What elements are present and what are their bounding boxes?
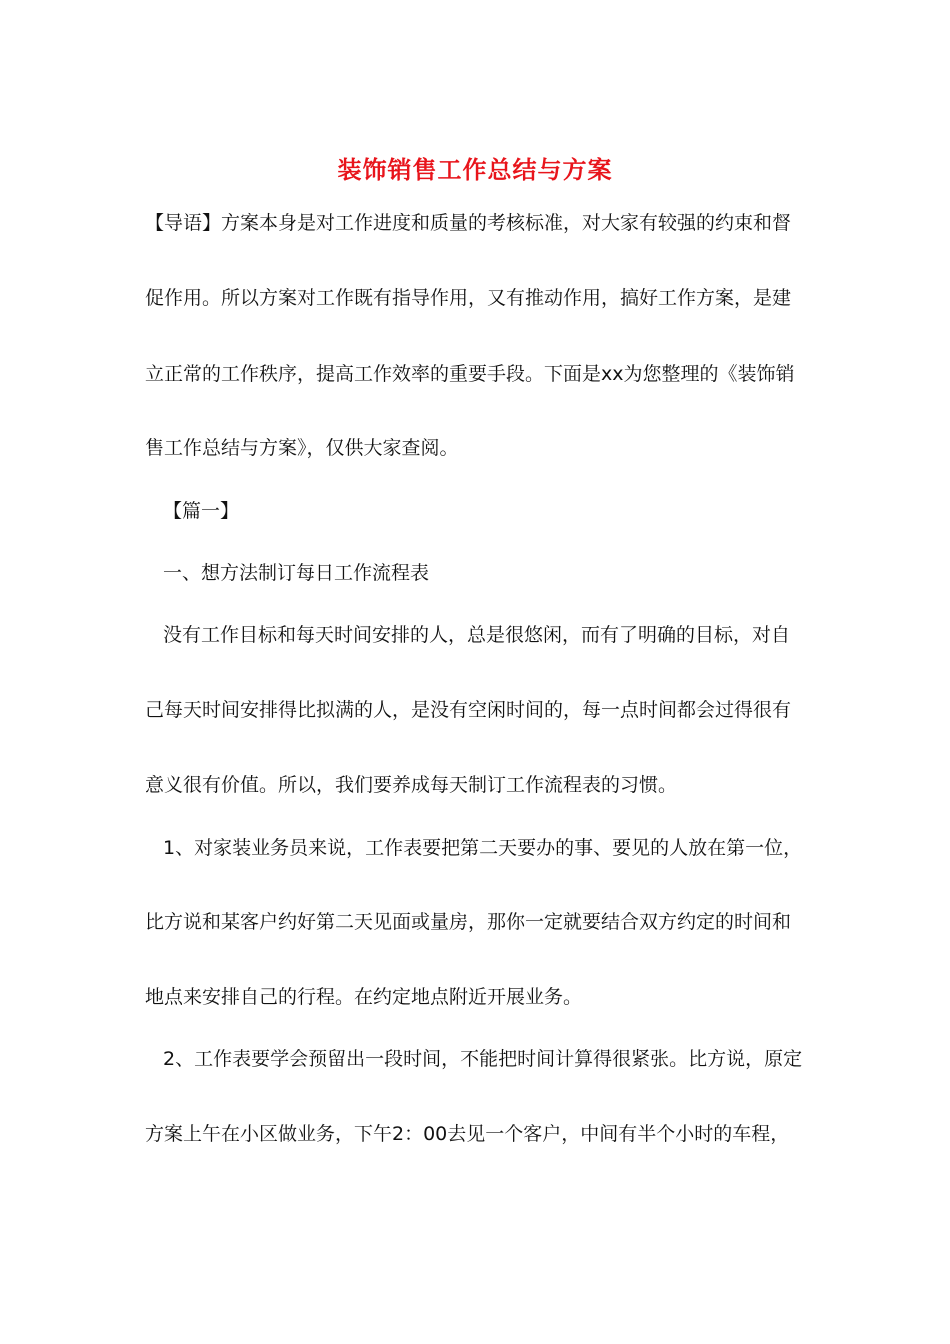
intro-line-1: 【导语】方案本身是对工作进度和质量的考核标准，对大家有较强的约束和督 bbox=[145, 212, 792, 234]
paragraph-line: 意义很有价值。所以，我们要养成每天制订工作流程表的习惯。 bbox=[145, 774, 678, 796]
intro-line-2: 促作用。所以方案对工作既有指导作用，又有推动作用，搞好工作方案，是建 bbox=[145, 287, 792, 309]
paragraph-line: 己每天时间安排得比拟满的人，是没有空闲时间的，每一点时间都会过得很有 bbox=[145, 699, 792, 721]
document-title: 装饰销售工作总结与方案 bbox=[337, 156, 613, 184]
paragraph-line: 没有工作目标和每天时间安排的人，总是很悠闲，而有了明确的目标，对自 bbox=[163, 624, 791, 646]
paragraph-line: 比方说和某客户约好第二天见面或量房，那你一定就要结合双方约定的时间和 bbox=[145, 911, 792, 933]
section-heading: 【篇一】 bbox=[163, 500, 240, 522]
paragraph-line: 1、对家装业务员来说，工作表要把第二天要办的事、要见的人放在第一位， bbox=[163, 837, 803, 859]
paragraph-line: 2、工作表要学会预留出一段时间，不能把时间计算得很紧张。比方说，原定 bbox=[163, 1048, 803, 1070]
intro-line-3: 立正常的工作秩序，提高工作效率的重要手段。下面是xx为您整理的《装饰销 bbox=[145, 363, 795, 385]
subsection-heading: 一、想方法制订每日工作流程表 bbox=[163, 562, 430, 584]
paragraph-line: 方案上午在小区做业务，下午2：00去见一个客户，中间有半个小时的车程， bbox=[145, 1123, 790, 1145]
intro-line-4: 售工作总结与方案》，仅供大家查阅。 bbox=[145, 437, 459, 459]
paragraph-line: 地点来安排自己的行程。在约定地点附近开展业务。 bbox=[145, 986, 583, 1008]
